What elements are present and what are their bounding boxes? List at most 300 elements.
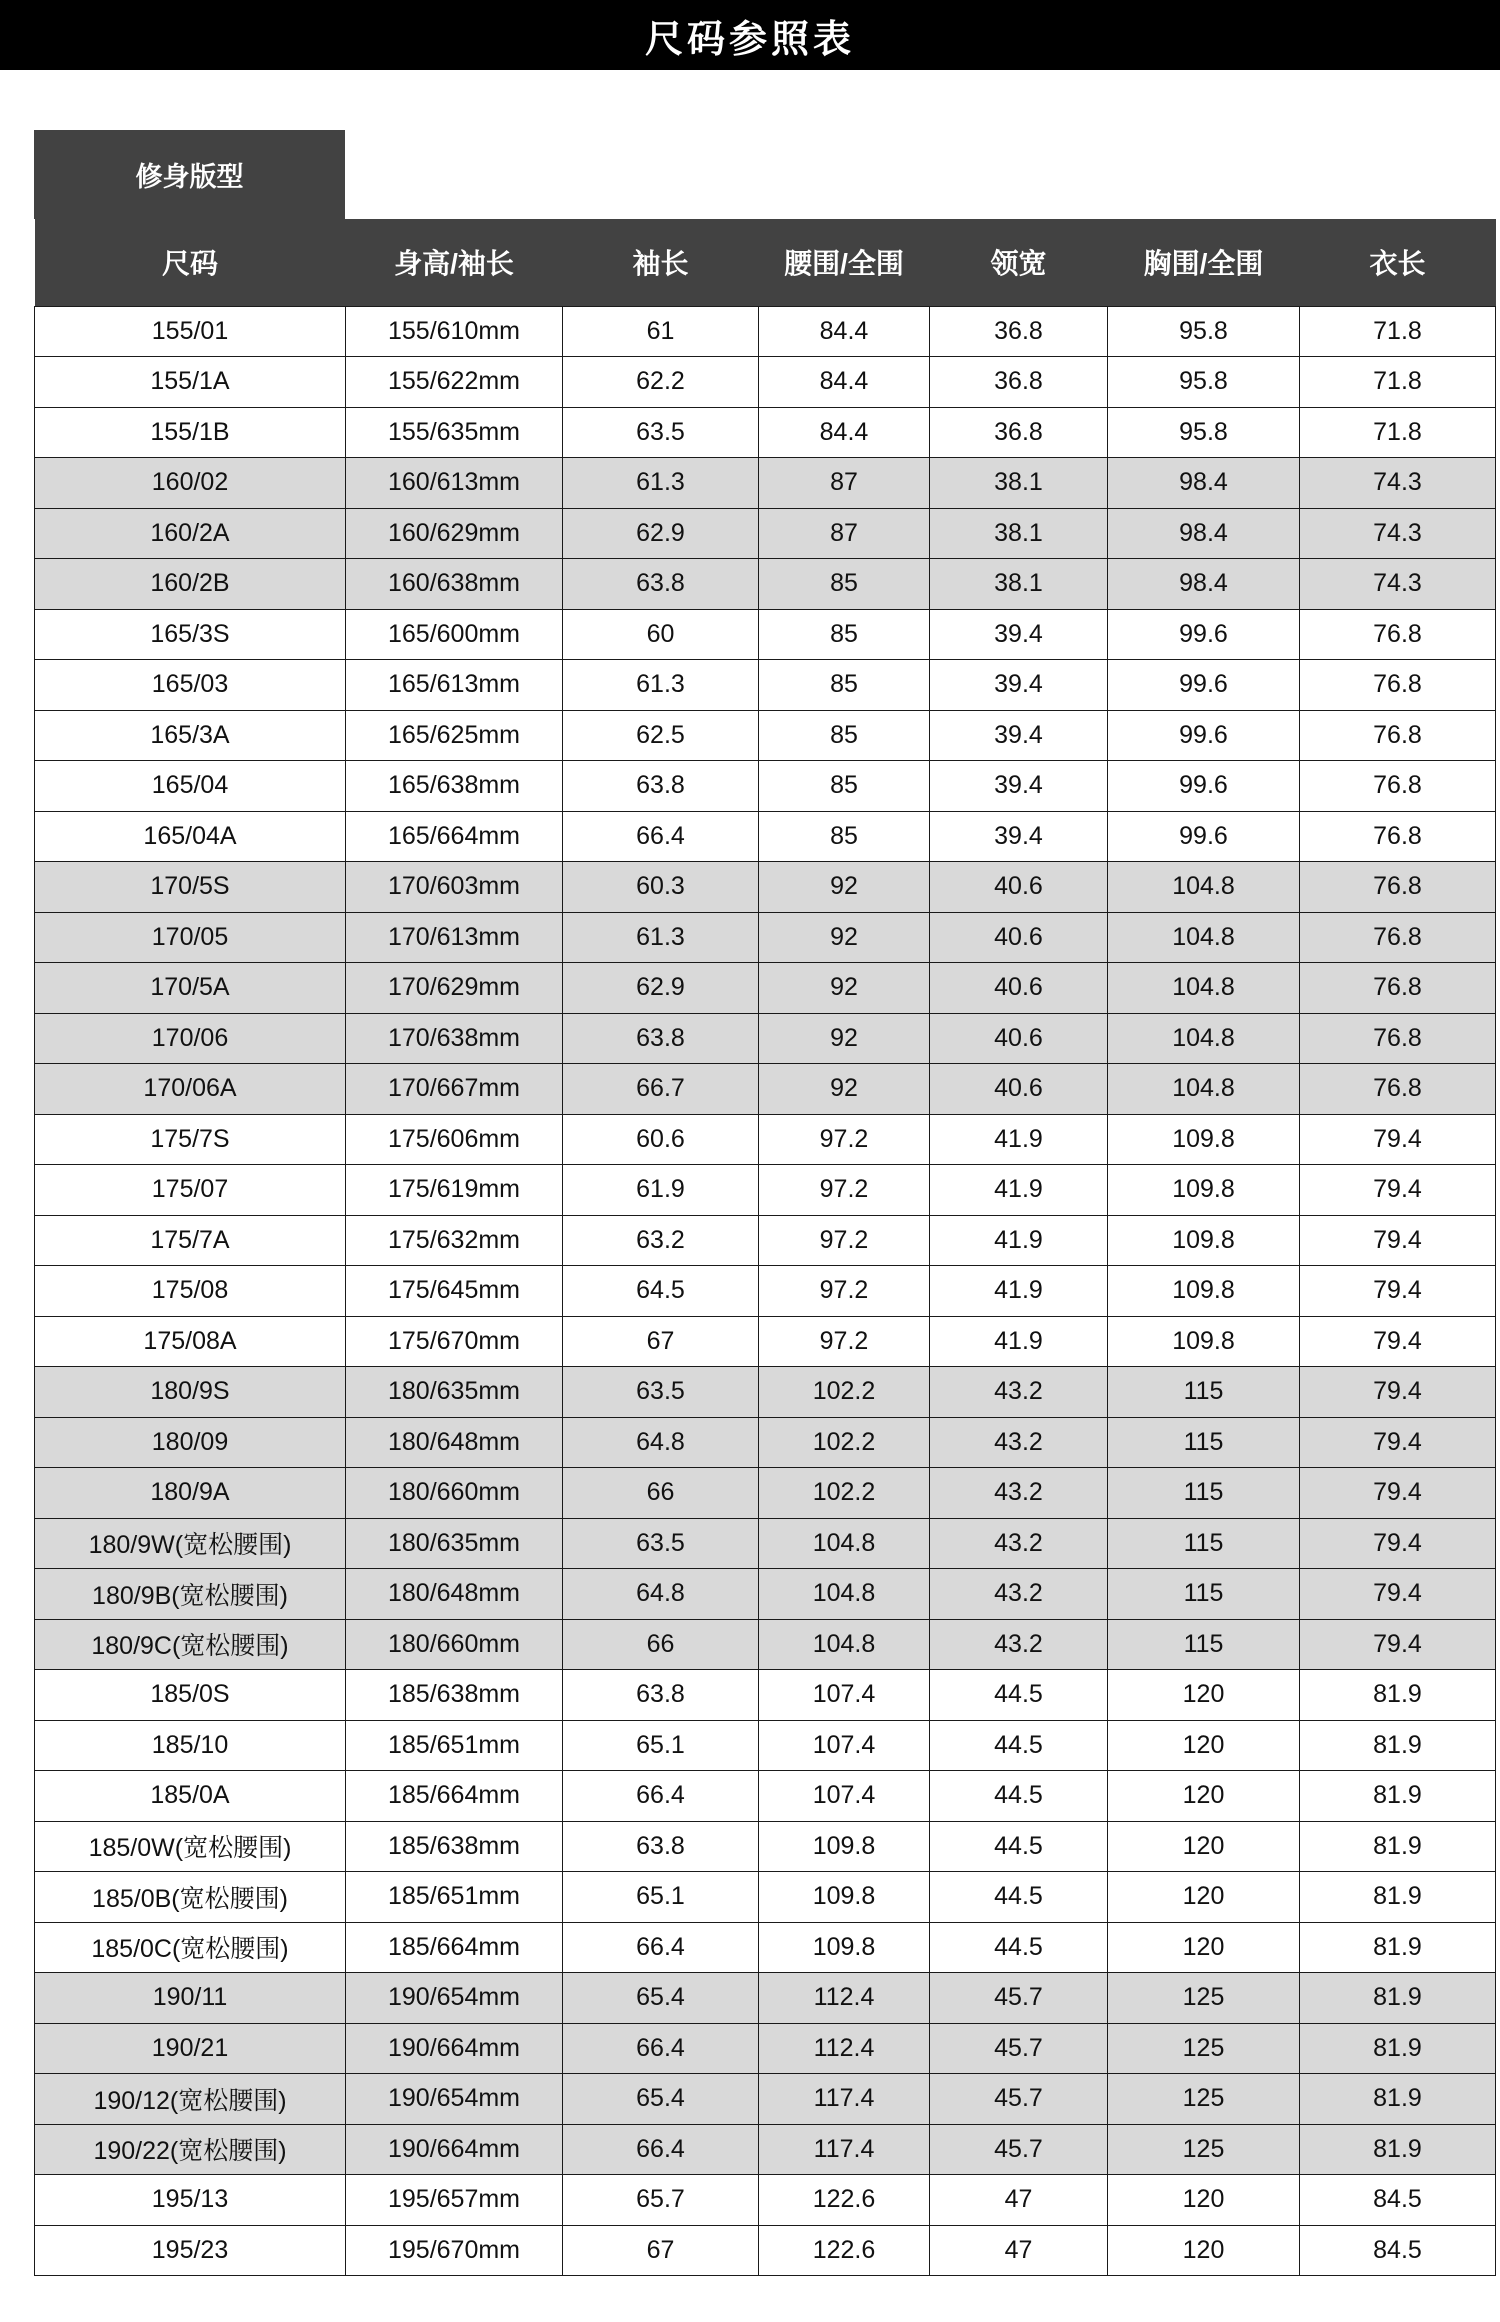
table-cell: 65.1 <box>563 1720 759 1771</box>
table-cell: 85 <box>759 811 930 862</box>
table-cell: 185/664mm <box>346 1771 563 1822</box>
table-cell: 40.6 <box>930 912 1108 963</box>
table-cell: 190/22(宽松腰围) <box>35 2124 346 2175</box>
table-row <box>35 1670 1496 1721</box>
table-cell: 43.2 <box>930 1468 1108 1519</box>
table-cell: 44.5 <box>930 1720 1108 1771</box>
table-cell: 39.4 <box>930 761 1108 812</box>
table-cell: 185/0S <box>35 1670 346 1721</box>
table-row <box>35 2023 1496 2074</box>
table-cell: 155/1B <box>35 407 346 458</box>
table-row <box>35 660 1496 711</box>
column-header: 身高/袖长 <box>346 219 563 306</box>
table-cell: 81.9 <box>1300 1973 1496 2024</box>
table-cell: 155/622mm <box>346 357 563 408</box>
table-cell: 62.9 <box>563 963 759 1014</box>
table-cell: 175/632mm <box>346 1215 563 1266</box>
table-row <box>35 912 1496 963</box>
table-cell: 155/01 <box>35 306 346 357</box>
size-table-header-row <box>35 219 1496 306</box>
table-cell: 66.4 <box>563 811 759 862</box>
table-cell: 125 <box>1108 2124 1300 2175</box>
tab-slim-fit[interactable] <box>34 130 345 219</box>
table-row <box>35 862 1496 913</box>
table-row <box>35 508 1496 559</box>
table-cell: 109.8 <box>759 1872 930 1923</box>
table-cell: 64.8 <box>563 1569 759 1620</box>
table-cell: 99.6 <box>1108 811 1300 862</box>
table-cell: 76.8 <box>1300 710 1496 761</box>
table-cell: 76.8 <box>1300 1064 1496 1115</box>
table-cell: 79.4 <box>1300 1266 1496 1317</box>
table-cell: 92 <box>759 1064 930 1115</box>
table-cell: 61.3 <box>563 912 759 963</box>
table-cell: 175/619mm <box>346 1165 563 1216</box>
table-cell: 165/3S <box>35 609 346 660</box>
table-cell: 41.9 <box>930 1215 1108 1266</box>
column-header: 袖长 <box>563 219 759 306</box>
table-cell: 170/05 <box>35 912 346 963</box>
table-cell: 63.5 <box>563 1518 759 1569</box>
table-row <box>35 559 1496 610</box>
table-cell: 170/629mm <box>346 963 563 1014</box>
table-cell: 79.4 <box>1300 1468 1496 1519</box>
table-cell: 125 <box>1108 1973 1300 2024</box>
table-cell: 66 <box>563 1619 759 1670</box>
table-cell: 40.6 <box>930 1013 1108 1064</box>
table-cell: 175/08A <box>35 1316 346 1367</box>
table-row <box>35 609 1496 660</box>
table-cell: 92 <box>759 1013 930 1064</box>
table-cell: 43.2 <box>930 1619 1108 1670</box>
table-cell: 165/625mm <box>346 710 563 761</box>
table-cell: 98.4 <box>1108 559 1300 610</box>
table-cell: 39.4 <box>930 811 1108 862</box>
table-cell: 64.8 <box>563 1417 759 1468</box>
table-cell: 102.2 <box>759 1417 930 1468</box>
table-cell: 64.5 <box>563 1266 759 1317</box>
table-cell: 63.5 <box>563 1367 759 1418</box>
table-cell: 180/9W(宽松腰围) <box>35 1518 346 1569</box>
table-cell: 175/670mm <box>346 1316 563 1367</box>
table-cell: 81.9 <box>1300 2124 1496 2175</box>
table-cell: 76.8 <box>1300 1013 1496 1064</box>
table-cell: 44.5 <box>930 1771 1108 1822</box>
table-row <box>35 1417 1496 1468</box>
table-cell: 84.5 <box>1300 2225 1496 2276</box>
table-cell: 165/3A <box>35 710 346 761</box>
table-row <box>35 458 1496 509</box>
table-cell: 185/0A <box>35 1771 346 1822</box>
table-cell: 190/664mm <box>346 2023 563 2074</box>
table-cell: 180/660mm <box>346 1468 563 1519</box>
table-cell: 84.4 <box>759 357 930 408</box>
table-cell: 190/11 <box>35 1973 346 2024</box>
table-cell: 107.4 <box>759 1720 930 1771</box>
table-cell: 76.8 <box>1300 963 1496 1014</box>
table-cell: 87 <box>759 508 930 559</box>
table-row <box>35 306 1496 357</box>
table-cell: 155/1A <box>35 357 346 408</box>
table-cell: 85 <box>759 609 930 660</box>
table-cell: 115 <box>1108 1569 1300 1620</box>
table-cell: 185/10 <box>35 1720 346 1771</box>
table-cell: 170/06 <box>35 1013 346 1064</box>
table-cell: 63.8 <box>563 1670 759 1721</box>
table-row <box>35 811 1496 862</box>
table-cell: 170/603mm <box>346 862 563 913</box>
table-cell: 92 <box>759 963 930 1014</box>
title-bar <box>0 0 1500 70</box>
table-row <box>35 1821 1496 1872</box>
table-cell: 180/09 <box>35 1417 346 1468</box>
table-cell: 95.8 <box>1108 407 1300 458</box>
table-cell: 81.9 <box>1300 2074 1496 2125</box>
table-cell: 60.3 <box>563 862 759 913</box>
table-cell: 115 <box>1108 1619 1300 1670</box>
table-cell: 180/9S <box>35 1367 346 1418</box>
table-cell: 97.2 <box>759 1114 930 1165</box>
table-cell: 63.5 <box>563 407 759 458</box>
table-cell: 44.5 <box>930 1922 1108 1973</box>
table-cell: 81.9 <box>1300 1771 1496 1822</box>
table-cell: 160/613mm <box>346 458 563 509</box>
table-cell: 60.6 <box>563 1114 759 1165</box>
table-cell: 81.9 <box>1300 1821 1496 1872</box>
table-cell: 115 <box>1108 1518 1300 1569</box>
table-cell: 43.2 <box>930 1569 1108 1620</box>
table-cell: 65.4 <box>563 1973 759 2024</box>
table-cell: 41.9 <box>930 1114 1108 1165</box>
table-cell: 36.8 <box>930 306 1108 357</box>
table-cell: 47 <box>930 2175 1108 2226</box>
column-header: 领宽 <box>930 219 1108 306</box>
table-cell: 107.4 <box>759 1670 930 1721</box>
table-cell: 66.4 <box>563 1922 759 1973</box>
table-cell: 165/638mm <box>346 761 563 812</box>
page-title: 尺码参照表 <box>644 18 855 61</box>
table-cell: 180/635mm <box>346 1367 563 1418</box>
table-cell: 190/21 <box>35 2023 346 2074</box>
table-row <box>35 1922 1496 1973</box>
table-row <box>35 1367 1496 1418</box>
table-cell: 109.8 <box>1108 1165 1300 1216</box>
table-cell: 41.9 <box>930 1266 1108 1317</box>
size-table-body <box>35 306 1496 2276</box>
table-cell: 190/654mm <box>346 2074 563 2125</box>
table-cell: 99.6 <box>1108 660 1300 711</box>
table-cell: 104.8 <box>1108 912 1300 963</box>
table-cell: 67 <box>563 1316 759 1367</box>
table-row <box>35 963 1496 1014</box>
table-row <box>35 357 1496 408</box>
table-row <box>35 761 1496 812</box>
table-cell: 85 <box>759 761 930 812</box>
table-cell: 47 <box>930 2225 1108 2276</box>
table-cell: 61.3 <box>563 458 759 509</box>
table-cell: 79.4 <box>1300 1367 1496 1418</box>
size-table-head <box>35 219 1496 306</box>
table-cell: 66 <box>563 1468 759 1519</box>
table-cell: 195/23 <box>35 2225 346 2276</box>
table-cell: 120 <box>1108 1670 1300 1721</box>
table-cell: 122.6 <box>759 2175 930 2226</box>
table-row <box>35 1468 1496 1519</box>
table-cell: 38.1 <box>930 508 1108 559</box>
table-cell: 120 <box>1108 2225 1300 2276</box>
table-cell: 85 <box>759 660 930 711</box>
table-cell: 185/651mm <box>346 1720 563 1771</box>
table-cell: 160/2B <box>35 559 346 610</box>
table-row <box>35 1619 1496 1670</box>
table-cell: 102.2 <box>759 1367 930 1418</box>
table-cell: 165/664mm <box>346 811 563 862</box>
table-cell: 180/9A <box>35 1468 346 1519</box>
table-cell: 160/02 <box>35 458 346 509</box>
table-cell: 44.5 <box>930 1670 1108 1721</box>
table-cell: 84.4 <box>759 306 930 357</box>
table-cell: 76.8 <box>1300 912 1496 963</box>
table-row <box>35 1114 1496 1165</box>
table-cell: 43.2 <box>930 1518 1108 1569</box>
table-cell: 97.2 <box>759 1165 930 1216</box>
table-cell: 165/04 <box>35 761 346 812</box>
table-cell: 60 <box>563 609 759 660</box>
table-cell: 61 <box>563 306 759 357</box>
table-cell: 97.2 <box>759 1316 930 1367</box>
table-cell: 97.2 <box>759 1215 930 1266</box>
table-row <box>35 2225 1496 2276</box>
table-cell: 98.4 <box>1108 508 1300 559</box>
table-cell: 120 <box>1108 2175 1300 2226</box>
table-cell: 180/660mm <box>346 1619 563 1670</box>
table-cell: 45.7 <box>930 2023 1108 2074</box>
column-header: 衣长 <box>1300 219 1496 306</box>
table-cell: 63.8 <box>563 1821 759 1872</box>
table-cell: 98.4 <box>1108 458 1300 509</box>
table-cell: 71.8 <box>1300 306 1496 357</box>
table-cell: 160/2A <box>35 508 346 559</box>
table-cell: 190/12(宽松腰围) <box>35 2074 346 2125</box>
table-cell: 65.7 <box>563 2175 759 2226</box>
table-cell: 104.8 <box>759 1518 930 1569</box>
table-cell: 170/613mm <box>346 912 563 963</box>
table-cell: 109.8 <box>1108 1266 1300 1317</box>
table-cell: 155/635mm <box>346 407 563 458</box>
table-cell: 185/651mm <box>346 1872 563 1923</box>
table-cell: 180/648mm <box>346 1417 563 1468</box>
table-row <box>35 1518 1496 1569</box>
table-cell: 175/7S <box>35 1114 346 1165</box>
table-cell: 79.4 <box>1300 1215 1496 1266</box>
table-cell: 109.8 <box>759 1821 930 1872</box>
table-cell: 45.7 <box>930 2124 1108 2175</box>
table-cell: 62.2 <box>563 357 759 408</box>
table-row <box>35 2074 1496 2125</box>
table-cell: 115 <box>1108 1468 1300 1519</box>
table-cell: 74.3 <box>1300 508 1496 559</box>
table-cell: 92 <box>759 862 930 913</box>
table-cell: 195/13 <box>35 2175 346 2226</box>
table-cell: 39.4 <box>930 609 1108 660</box>
table-row <box>35 1973 1496 2024</box>
table-cell: 125 <box>1108 2074 1300 2125</box>
table-cell: 61.3 <box>563 660 759 711</box>
table-cell: 92 <box>759 912 930 963</box>
table-cell: 40.6 <box>930 1064 1108 1115</box>
table-cell: 99.6 <box>1108 761 1300 812</box>
table-cell: 44.5 <box>930 1821 1108 1872</box>
table-cell: 40.6 <box>930 862 1108 913</box>
table-cell: 79.4 <box>1300 1114 1496 1165</box>
table-cell: 41.9 <box>930 1316 1108 1367</box>
table-cell: 102.2 <box>759 1468 930 1519</box>
table-cell: 62.5 <box>563 710 759 761</box>
table-row <box>35 2124 1496 2175</box>
table-cell: 104.8 <box>759 1619 930 1670</box>
table-cell: 38.1 <box>930 559 1108 610</box>
table-cell: 185/0W(宽松腰围) <box>35 1821 346 1872</box>
table-cell: 120 <box>1108 1922 1300 1973</box>
table-cell: 76.8 <box>1300 660 1496 711</box>
table-cell: 109.8 <box>1108 1215 1300 1266</box>
table-cell: 61.9 <box>563 1165 759 1216</box>
table-cell: 36.8 <box>930 407 1108 458</box>
table-cell: 185/664mm <box>346 1922 563 1973</box>
table-cell: 74.3 <box>1300 458 1496 509</box>
table-cell: 99.6 <box>1108 609 1300 660</box>
table-cell: 175/08 <box>35 1266 346 1317</box>
table-cell: 65.1 <box>563 1872 759 1923</box>
table-cell: 109.8 <box>759 1922 930 1973</box>
table-row <box>35 710 1496 761</box>
size-chart-section <box>34 130 1496 2276</box>
table-cell: 62.9 <box>563 508 759 559</box>
table-cell: 40.6 <box>930 963 1108 1014</box>
table-cell: 170/667mm <box>346 1064 563 1115</box>
table-cell: 104.8 <box>1108 963 1300 1014</box>
table-cell: 107.4 <box>759 1771 930 1822</box>
table-cell: 43.2 <box>930 1367 1108 1418</box>
table-cell: 120 <box>1108 1720 1300 1771</box>
table-cell: 120 <box>1108 1821 1300 1872</box>
table-cell: 104.8 <box>1108 1013 1300 1064</box>
table-cell: 190/654mm <box>346 1973 563 2024</box>
table-cell: 63.8 <box>563 761 759 812</box>
table-cell: 79.4 <box>1300 1569 1496 1620</box>
table-cell: 85 <box>759 559 930 610</box>
tab-label: 修身版型 <box>135 162 244 192</box>
table-row <box>35 1316 1496 1367</box>
table-cell: 63.8 <box>563 559 759 610</box>
table-cell: 76.8 <box>1300 609 1496 660</box>
table-cell: 165/03 <box>35 660 346 711</box>
table-row <box>35 1569 1496 1620</box>
table-cell: 195/657mm <box>346 2175 563 2226</box>
table-cell: 195/670mm <box>346 2225 563 2276</box>
table-cell: 79.4 <box>1300 1165 1496 1216</box>
table-cell: 99.6 <box>1108 710 1300 761</box>
table-cell: 95.8 <box>1108 357 1300 408</box>
table-cell: 104.8 <box>1108 862 1300 913</box>
table-cell: 81.9 <box>1300 1720 1496 1771</box>
table-cell: 180/9B(宽松腰围) <box>35 1569 346 1620</box>
table-cell: 81.9 <box>1300 2023 1496 2074</box>
table-cell: 97.2 <box>759 1266 930 1317</box>
table-cell: 43.2 <box>930 1417 1108 1468</box>
table-cell: 112.4 <box>759 2023 930 2074</box>
table-cell: 170/5S <box>35 862 346 913</box>
table-row <box>35 1215 1496 1266</box>
table-cell: 45.7 <box>930 2074 1108 2125</box>
table-cell: 76.8 <box>1300 811 1496 862</box>
table-cell: 180/9C(宽松腰围) <box>35 1619 346 1670</box>
table-cell: 104.8 <box>1108 1064 1300 1115</box>
table-cell: 76.8 <box>1300 761 1496 812</box>
table-cell: 112.4 <box>759 1973 930 2024</box>
table-row <box>35 1064 1496 1115</box>
table-cell: 185/638mm <box>346 1670 563 1721</box>
table-cell: 41.9 <box>930 1165 1108 1216</box>
table-cell: 109.8 <box>1108 1114 1300 1165</box>
table-cell: 120 <box>1108 1872 1300 1923</box>
table-row <box>35 2175 1496 2226</box>
table-row <box>35 407 1496 458</box>
table-row <box>35 1165 1496 1216</box>
table-cell: 67 <box>563 2225 759 2276</box>
table-cell: 170/5A <box>35 963 346 1014</box>
table-cell: 165/613mm <box>346 660 563 711</box>
table-cell: 175/606mm <box>346 1114 563 1165</box>
table-cell: 63.2 <box>563 1215 759 1266</box>
table-row <box>35 1266 1496 1317</box>
table-cell: 39.4 <box>930 710 1108 761</box>
table-cell: 84.4 <box>759 407 930 458</box>
table-cell: 79.4 <box>1300 1417 1496 1468</box>
table-cell: 66.4 <box>563 2124 759 2175</box>
table-cell: 155/610mm <box>346 306 563 357</box>
table-cell: 44.5 <box>930 1872 1108 1923</box>
table-cell: 81.9 <box>1300 1922 1496 1973</box>
table-cell: 74.3 <box>1300 559 1496 610</box>
table-row <box>35 1771 1496 1822</box>
table-cell: 79.4 <box>1300 1619 1496 1670</box>
table-cell: 63.8 <box>563 1013 759 1064</box>
table-cell: 180/648mm <box>346 1569 563 1620</box>
size-table <box>34 219 1496 2276</box>
table-cell: 66.7 <box>563 1064 759 1115</box>
column-header: 胸围/全围 <box>1108 219 1300 306</box>
column-header: 尺码 <box>35 219 346 306</box>
table-cell: 185/0B(宽松腰围) <box>35 1872 346 1923</box>
table-cell: 190/664mm <box>346 2124 563 2175</box>
table-cell: 165/04A <box>35 811 346 862</box>
table-row <box>35 1872 1496 1923</box>
table-cell: 79.4 <box>1300 1316 1496 1367</box>
table-cell: 36.8 <box>930 357 1108 408</box>
table-cell: 71.8 <box>1300 357 1496 408</box>
table-row <box>35 1720 1496 1771</box>
column-header: 腰围/全围 <box>759 219 930 306</box>
table-cell: 87 <box>759 458 930 509</box>
table-cell: 122.6 <box>759 2225 930 2276</box>
table-cell: 125 <box>1108 2023 1300 2074</box>
table-cell: 175/7A <box>35 1215 346 1266</box>
table-cell: 170/06A <box>35 1064 346 1115</box>
table-cell: 104.8 <box>759 1569 930 1620</box>
table-cell: 175/07 <box>35 1165 346 1216</box>
table-cell: 65.4 <box>563 2074 759 2125</box>
